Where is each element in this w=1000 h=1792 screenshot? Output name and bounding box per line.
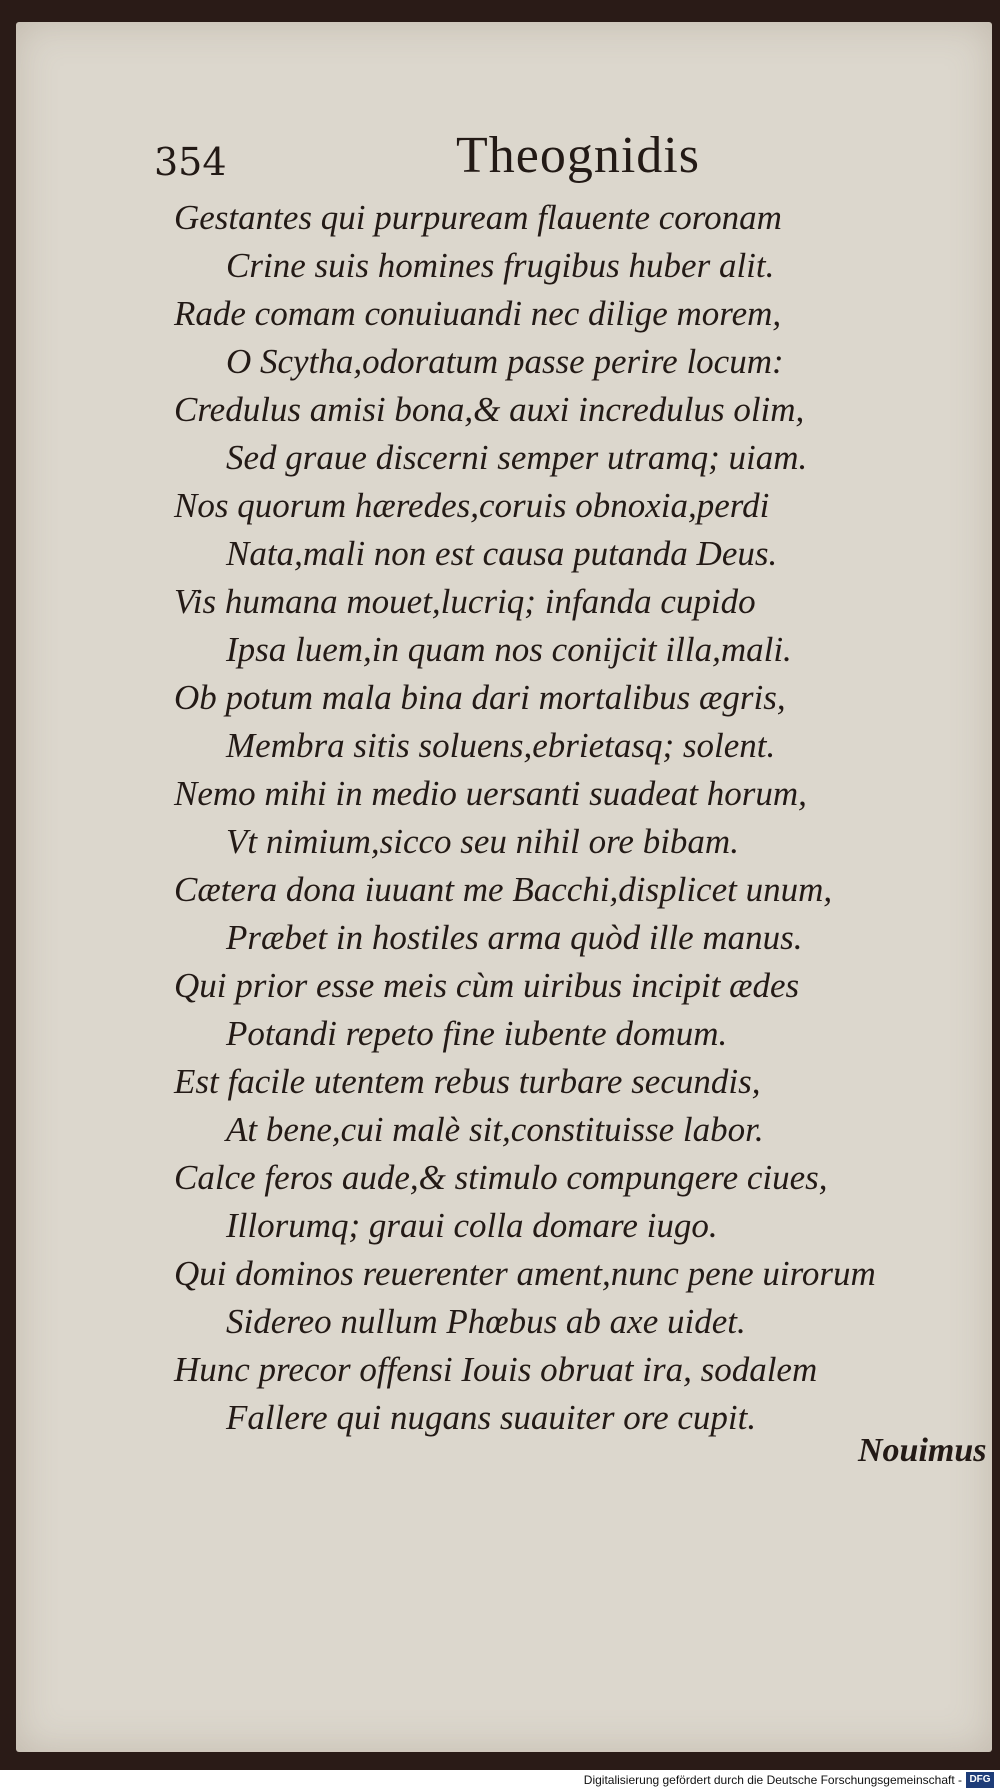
page-number: 354 — [154, 140, 227, 184]
footer-bar — [0, 1770, 1000, 1792]
verse-line: Vt nimium,sicco seu nihil ore bibam. — [226, 822, 739, 861]
verse-line: Præbet in hostiles arma quòd ille manus. — [226, 918, 803, 957]
verse-line: At bene,cui malè sit,constituisse labor. — [226, 1110, 764, 1149]
verse-line: Ipsa luem,in quam nos conijcit illa,mali. — [226, 630, 792, 669]
verse-line: Rade comam conuiuandi nec dilige morem, — [174, 294, 782, 333]
verse-line: Nemo mihi in medio uersanti suadeat horum, — [174, 774, 807, 813]
verse-line: Nos quorum hæredes,coruis obnoxia,perdi — [174, 486, 770, 525]
verse-line: Illorumq; graui colla domare iugo. — [226, 1206, 718, 1245]
verse-line: Ob potum mala bina dari mortalibus ægris, — [174, 678, 786, 717]
verse-line: Qui prior esse meis cùm uiribus incipit ædes — [174, 966, 800, 1005]
verse-line: Membra sitis soluens,ebrietasq; solent. — [226, 726, 776, 765]
verse-line: Vis humana mouet,lucriq; infanda cupido — [174, 582, 756, 621]
running-head: Theognidis — [456, 127, 700, 184]
verse-line: Sidereo nullum Phœbus ab axe uidet. — [226, 1302, 746, 1341]
verse-line: Calce feros aude,& stimulo compungere ciues, — [174, 1158, 828, 1197]
verse-line: Credulus amisi bona,& auxi incredulus olim, — [174, 390, 805, 429]
verse-block — [174, 194, 974, 1442]
verse-line: Nata,mali non est causa putanda Deus. — [226, 534, 778, 573]
footer-credit: Digitalisierung gefördert durch die Deutsche Forschungsgemeinschaft - — [583, 1773, 962, 1787]
book-page — [16, 22, 992, 1752]
verse-line: Cætera dona iuuant me Bacchi,displicet unum, — [174, 870, 833, 909]
verse-line: Crine suis homines frugibus huber alit. — [226, 246, 775, 285]
verse-line: Hunc precor offensi Iouis obruat ira, sodalem — [174, 1350, 818, 1389]
catchword: Nouimus — [858, 1432, 987, 1469]
verse-line: Qui dominos reuerenter ament,nunc pene uirorum — [174, 1254, 876, 1293]
verse-line: O Scytha,odoratum passe perire locum: — [226, 342, 784, 381]
verse-line: Gestantes qui purpuream flauente coronam — [174, 198, 782, 237]
verse-line: Potandi repeto fine iubente domum. — [226, 1014, 728, 1053]
verse-line: Est facile utentem rebus turbare secundis, — [174, 1062, 761, 1101]
verse-line: Fallere qui nugans suauiter ore cupit. — [226, 1398, 757, 1437]
dfg-logo-icon: DFG — [966, 1772, 994, 1788]
verse-line: Sed graue discerni semper utramq; uiam. — [226, 438, 808, 477]
